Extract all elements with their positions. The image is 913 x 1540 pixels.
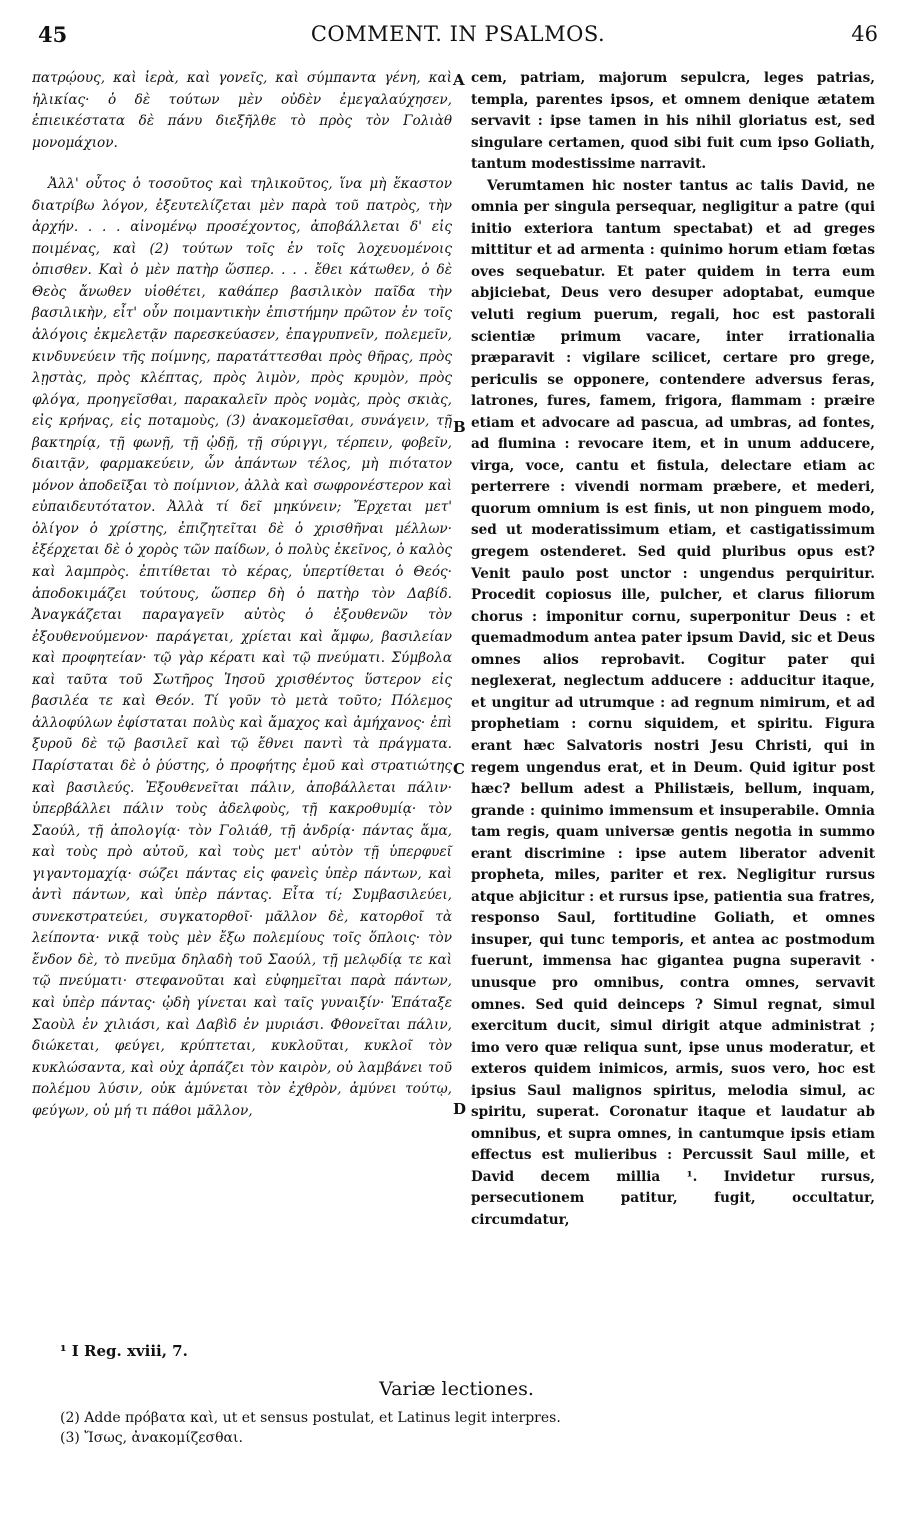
latin-column bbox=[471, 68, 875, 1232]
margin-letter-d: D bbox=[453, 1100, 467, 1118]
running-title: COMMENT. IN PSALMOS. bbox=[310, 22, 606, 46]
variant-reading: (2) Adde πρόβατα καὶ, ut et sensus postulat, et Latinus legit interpres. bbox=[60, 1410, 561, 1426]
page-header bbox=[38, 22, 878, 52]
margin-letter-c: C bbox=[453, 760, 465, 778]
greek-paragraph: Ἀλλ' οὗτος ὁ τοσοῦτος καὶ τηλικοῦτος, ἵνα μὴ ἕκαστον διατρίβω λόγον, ἐξευτελίζεται μὲν παρὰ τοῦ πατρὸς, τὴν ἀρχήν. . . . αἰνομένῳ προσέχοντος, ἀποβάλλεται δ' εἰς ποιμένας, καὶ (2) τούτων τοῖς ἐν τοῖς λοχευομένοις ὀπισθεν. Καὶ ὁ μὲν πατὴρ ὥσπερ. . . . ἔθει κάτωθεν, ὁ δὲ Θεὸς ἄνωθεν υἱοθέτει, καθάπερ βασιλικὸν παῖδα τὴν βασιλικὴν, εἶτ' οὖν ποιμαντικὴν ἐπιστήμην πρῶτον ἐν τοῖς ἀλόγοις ἐκμελετᾷν παρεσκεύασεν, ἐπαγρυπνεῖν, πολεμεῖν, κινδυνεύειν τῆς ποίμνης, παρατάττεσθαι πρὸς θῆρας, πρὸς λῃστὰς, πρὸς κλέπτας, πρὸς λιμὸν, πρὸς κρυμὸν, πρὸς φλόγα, προηγεῖσθαι, παρακαλεῖν πρὸς νομὰς, πρὸς σκιὰς, εἰς κρήνας, εἰς ποταμοὺς, (3) ἀνακομεῖσθαι, συνάγειν, τῇ βακτηρίᾳ, τῇ φωνῇ, τῇ ᾠδῇ, τῇ σύριγγι, τέρπειν, φοβεῖν, διαιτᾷν, φαρμακεύειν, ὧν ἁπάντων τέλος, μὴ πιότατον μόνον ἀποδεῖξαι τὸ ποίμνιον, ἀλλὰ καὶ σωφρονέστερον καὶ εὐπαιδευτότατον. Ἀλλὰ τί δεῖ μηκύνειν; Ἔρχεται μετ' ὀλίγον ὁ χρίστης, ἐπιζητεῖται δὲ ὁ χρισθῆναι μέλλων· ἐξέρχεται δὲ ὁ χορὸς τῶν παίδων, ὁ πολὺς ἐκεῖνος, ὁ καλὸς καὶ λαμπρὸς. ἐπιτίθεται τὸ κέρας, ὑπερτίθεται ὁ Θεός· ἀποδοκιμάζει τούτους, ὥσπερ δὴ ὁ πατὴρ τὸν Δαβίδ. Ἀναγκάζεται παραγαγεῖν αὐτὸς ὁ ἐξουθενῶν τὸν ἐξουθενούμενον· παράγεται, χρίεται καὶ ἄμφω, βασιλείαν καὶ προφητείαν· τῷ γὰρ κέρατι καὶ τῷ πνεύματι. Σύμβολα καὶ ταῦτα τοῦ Σωτῆρος Ἰησοῦ χρισθέντος ὕστερον εἰς βασιλέα τε καὶ Θεόν. Τί γοῦν τὸ μετὰ τοῦτο; Πόλεμος ἀλλοφύλων ἐφίσταται πολὺς καὶ ἄμαχος καὶ ἀμήχανος· ἐπὶ ξυροῦ δὲ τῷ βασιλεῖ καὶ τῷ ἔθνει παντὶ τὰ πράγματα. Παρίσταται δὲ ὁ ῥύστης, ὁ προφήτης ἐμοῦ καὶ στρατιώτης καὶ βασιλεύς. Ἐξουθενεῖται πάλιν, ἀποβάλλεται πάλιν· ὑπερβάλλει πάλιν τοὺς ἀδελφοὺς, τῇ κακροθυμίᾳ· τὸν Σαούλ, τῇ ἀπολογίᾳ· τὸν Γολιάθ, τῇ ἀνδρίᾳ· πάντας ἅμα, καὶ τοὺς πρὸ αὐτοῦ, καὶ τοὺς μετ' αὐτὸν τῇ ὑπερφυεῖ γιγαντομαχίᾳ· σώζει πάντας εἰς φανεὶς ὑπὲρ πάντων, καὶ ἀντὶ πάντων, καὶ ὑπὲρ πάντας. Εἶτα τί; Συμβασιλεύει, συνεκστρατεύει, συγκατορθοῖ· μᾶλλον δὲ, κατορθοῖ τὰ λείποντα· νικᾷ τοὺς μὲν ἔξω πολεμίους τοῖς ὅπλοις· τὸν ἔνδον δὲ, τὸ πνεῦμα δηλαδὴ τοῦ Σαούλ, τῇ μελῳδίᾳ τε καὶ τῷ πνεύματι· στεφανοῦται καὶ εὐφημεῖται παρὰ πάντων, καὶ ὑπὲρ πάντας· ᾠδὴ γίνεται καὶ ταῖς γυναιξίν· Ἐπάταξε Σαοὺλ ἐν χιλιάσι, καὶ Δαβὶδ ἐν μυριάσι. Φθονεῖται πάλιν, διώκεται, φεύγει, κρύπτεται, κυκλοῦται, κυκλοῖ τὸν κυκλώσαντα, καὶ οὐχ ἁρπάζει τὸν καιρὸν, οὐ λαμβάνει τοῦ πολέμου λύσιν, οὐκ ἀμύνεται τὸν ἐχθρὸν, ἀμύνει τούτῳ, φεύγων, οὐ μή τι πάθοι μᾶλλον, bbox=[32, 176, 452, 1119]
latin-paragraph: cem, patriam, majorum sepulcra, leges patrias, templa, parentes ipsos, et omnem denique ætatem servavit : ipse tamen in his nihil gloriatus est, sed singulare certamen, quod sibi fuit cum ipso Goliath, tantum modestissime narravit. bbox=[471, 70, 875, 173]
variae-lectiones-list bbox=[60, 1408, 880, 1448]
footnote: ¹ I Reg. xviii, 7. bbox=[60, 1342, 188, 1360]
right-page-number: 46 bbox=[851, 22, 878, 46]
margin-letter-b: B bbox=[453, 418, 466, 436]
left-page-number: 45 bbox=[38, 22, 68, 47]
variae-lectiones-title: Variæ lectiones. bbox=[379, 1378, 534, 1400]
greek-column bbox=[32, 68, 452, 1122]
margin-letter-a: A bbox=[453, 71, 465, 89]
variant-reading: (3) Ἴσως, ἀνακομίζεσθαι. bbox=[60, 1430, 243, 1446]
latin-paragraph: Verumtamen hic noster tantus ac talis David, ne omnia per singula persequar, negligitur a patre (qui initio exteriora tantum spectabat) et ad greges mittitur et ad armenta : quinimo horum etiam fœtas oves sequebatur. Et pater quidem in terra eum abjiciebat, Deus vero desuper adoptabat, eumque veluti regium puerum, regali, hoc est pastorali scientiæ primum vacare, inter irrationalia præparavit : vigilare scilicet, certare pro grege, periculis se opponere, contendere adversus feras, latrones, fures, famem, frigora, flammam : præire etiam et advocare ad pascua, ad umbras, ad fontes, ad flumina : revocare item, et in unum adducere, virga, voce, cantu et fistula, delectare etiam ac perterrere : vivendi normam præbere, et mederi, quorum omnium is est finis, ut non pinguem modo, sed ut moderatissimum etiam, et castigatissimum gregem ostenderet. Sed quid pluribus opus est? Venit paulo post unctor : ungendus perquiritur. Procedit copiosus ille, pulcher, et clarus filiorum chorus : imponitur cornu, superponitur Deus : et quemadmodum antea pater ipsum David, sic et Deus omnes alios reprobavit. Cogitur pater qui neglexerat, neglectum adducere : adducitur itaque, et ungitur ad utrumque : ad regnum nimirum, et ad prophetiam : cornu siquidem, et spiritu. Figura erant hæc Salvatoris nostri Jesu Christi, qui in regem ungendus erat, et in Deum. Quid igitur post hæc? bellum adest a Philistæis, bellum, inquam, grande : quinimo immensum et insuperabile. Omnia tam regis, quam universæ gentis negotia in summo erant discrimine : ipse autem liberator advenit propheta, miles, pariter et rex. Negligitur rursus atque abjicitur : et rursus ipse, patientia sua fratres, responso Saul, fortitudine Goliath, et omnes insuper, qui tunc temporis, et antea ac postmodum fuerunt, immensa hac gigantea pugna superavit · unusque pro omnibus, contra omnes, servavit omnes. Sed quid deinceps ? Simul regnat, simul exercitum ducit, simul dirigit atque administrat ; imo vero quæ reliqua sunt, ipse unus moderatur, et exteros quidem inimicos, armis, suos vero, hoc est ipsius Saul malignos spiritus, melodia simul, ac spiritu, superat. Coronatur itaque et laudatur ab omnibus, et supra omnes, in cantumque ipsis etiam effectus est mulieribus : Percussit Saul mille, et David decem millia ¹. Invidetur rursus, persecutionem patitur, fugit, occultatur, circumdatur, bbox=[471, 177, 875, 1228]
greek-paragraph: πατρῴους, καὶ ἱερὰ, καὶ γονεῖς, καὶ σύμπαντα γένη, καὶ ἡλικίας· ὁ δὲ τούτων μὲν οὐδὲν ἐμεγαλαύχησεν, ἐπιεικέστατα δὲ πάνυ διεξῆλθε τὸ πρὸς τὸν Γολιὰθ μονομάχιον. bbox=[32, 70, 452, 151]
